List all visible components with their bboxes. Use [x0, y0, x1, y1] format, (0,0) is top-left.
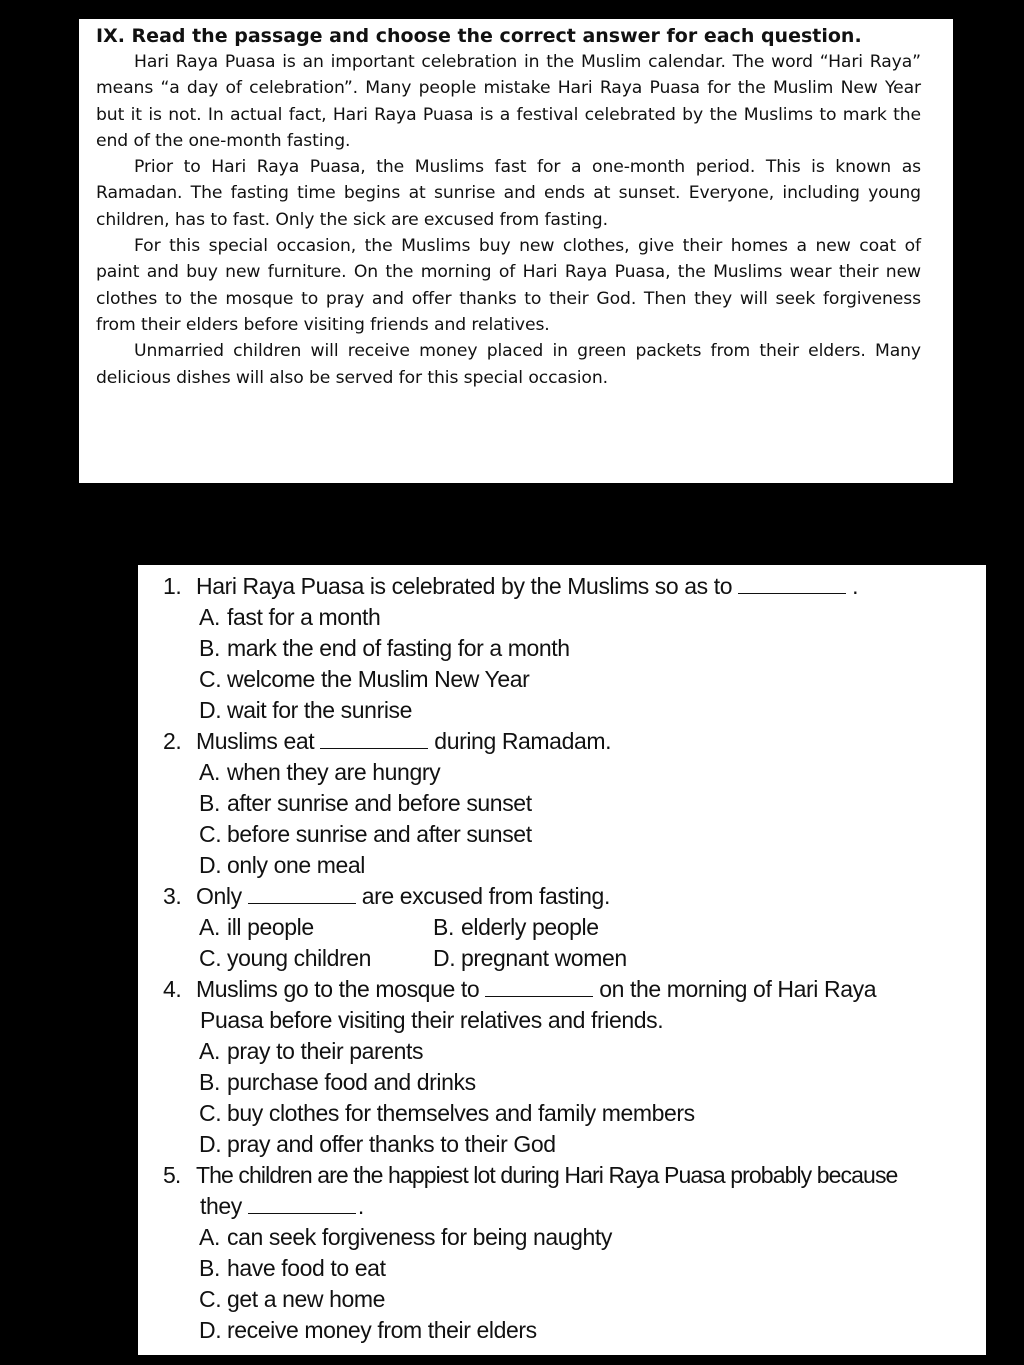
option-text: before sunrise and after sunset	[227, 821, 532, 847]
answer-blank[interactable]	[485, 976, 593, 997]
option-text: when they are hungry	[227, 759, 441, 785]
option-text: young children	[227, 945, 372, 971]
option-row	[163, 943, 986, 974]
question-number: 1.	[163, 573, 182, 599]
option-d[interactable]	[163, 1315, 986, 1346]
option-text: only one meal	[227, 852, 365, 878]
answer-blank[interactable]	[320, 728, 428, 749]
question-text-cont: they	[200, 1193, 242, 1219]
option-text: ill people	[227, 914, 314, 940]
option-b[interactable]	[163, 788, 986, 819]
option-a[interactable]	[163, 757, 986, 788]
option-text: have food to eat	[227, 1255, 386, 1281]
option-text: pray to their parents	[227, 1038, 424, 1064]
option-c[interactable]	[163, 1098, 986, 1129]
question-text: The children are the happiest lot during Hari Raya Puasa probably because	[196, 1162, 898, 1188]
option-letter: C.	[199, 821, 222, 847]
question-1	[163, 571, 986, 602]
option-a[interactable]	[163, 1222, 986, 1253]
option-letter: D.	[199, 697, 222, 723]
question-number: 5.	[163, 1162, 181, 1188]
option-letter: A.	[199, 759, 220, 785]
question-3	[163, 881, 986, 912]
option-d[interactable]	[433, 943, 627, 974]
option-text: wait for the sunrise	[227, 697, 413, 723]
option-letter: A.	[199, 914, 220, 940]
option-letter: C.	[199, 945, 222, 971]
question-text-end: .	[852, 573, 859, 599]
passage-card	[79, 19, 953, 483]
question-4	[163, 974, 986, 1005]
option-text: buy clothes for themselves and family members	[227, 1100, 695, 1126]
question-text: Muslims go to the mosque to	[196, 976, 480, 1002]
option-a[interactable]	[163, 602, 986, 633]
option-c[interactable]	[199, 943, 433, 974]
option-c[interactable]	[163, 664, 986, 695]
question-text-end: during Ramadam.	[434, 728, 612, 754]
option-text: pregnant women	[461, 945, 627, 971]
question-text: Only	[196, 883, 242, 909]
question-number: 2.	[163, 728, 182, 754]
answer-blank[interactable]	[248, 883, 356, 904]
option-text: mark the end of fasting for a month	[227, 635, 570, 661]
option-text: pray and offer thanks to their God	[227, 1131, 556, 1157]
option-b[interactable]	[163, 1253, 986, 1284]
option-letter: B.	[433, 914, 454, 940]
option-text: purchase food and drinks	[227, 1069, 476, 1095]
option-text: receive money from their elders	[227, 1317, 537, 1343]
option-letter: C.	[199, 1100, 222, 1126]
passage-paragraph: Unmarried children will receive money placed in green packets from their elders. Many delicious dishes will also be served for this special occasion.	[96, 341, 921, 388]
option-text: welcome the Muslim New Year	[227, 666, 530, 692]
question-text-end: .	[357, 1193, 364, 1219]
question-text-end: on the morning of Hari Raya	[599, 976, 877, 1002]
option-a[interactable]	[163, 1036, 986, 1067]
question-5	[163, 1160, 986, 1191]
option-row	[163, 912, 986, 943]
option-c[interactable]	[163, 1284, 986, 1315]
option-letter: D.	[199, 1131, 222, 1157]
option-text: fast for a month	[227, 604, 381, 630]
option-d[interactable]	[163, 1129, 986, 1160]
option-letter: A.	[199, 604, 220, 630]
option-letter: C.	[199, 1286, 222, 1312]
question-number: 3.	[163, 883, 182, 909]
option-letter: D.	[199, 852, 222, 878]
passage-paragraph: For this special occasion, the Muslims buy new clothes, give their homes a new coat of paint and buy new furniture. On the morning of Hari Raya Puasa, the Muslims wear their new clothes to the mosque to pray and offer thanks to their God. Then they will seek forgiveness from their elders before visiting friends and relatives.	[96, 236, 921, 335]
question-number: 4.	[163, 976, 182, 1002]
option-text: get a new home	[227, 1286, 386, 1312]
option-d[interactable]	[163, 695, 986, 726]
option-b[interactable]	[163, 633, 986, 664]
passage-paragraph: Hari Raya Puasa is an important celebration in the Muslim calendar. The word “Hari Raya” means “a day of celebration”. Many people mistake Hari Raya Puasa for the Muslim New Year but it is not. In actual fact, Hari Raya Puasa is a festival celebrated by the Muslims to mark the end of the one-month fasting.	[96, 52, 921, 151]
option-letter: B.	[199, 1069, 220, 1095]
option-text: after sunrise and before sunset	[227, 790, 532, 816]
option-letter: D.	[433, 945, 456, 971]
option-c[interactable]	[163, 819, 986, 850]
option-letter: B.	[199, 635, 220, 661]
answer-blank[interactable]	[738, 573, 846, 594]
option-b[interactable]	[163, 1067, 986, 1098]
question-text-end: are excused from fasting.	[361, 883, 610, 909]
option-letter: D.	[199, 1317, 222, 1343]
option-b[interactable]	[433, 912, 599, 943]
option-text: can seek forgiveness for being naughty	[227, 1224, 612, 1250]
option-text: elderly people	[461, 914, 599, 940]
option-letter: A.	[199, 1038, 220, 1064]
question-continuation	[163, 1191, 986, 1222]
option-letter: B.	[199, 790, 220, 816]
option-d[interactable]	[163, 850, 986, 881]
passage-paragraph: Prior to Hari Raya Puasa, the Muslims fast for a one-month period. This is known as Ramadan. The fasting time begins at sunrise and ends at sunset. Everyone, including young children, has to fast. Only the sick are excused from fasting.	[96, 157, 921, 230]
question-continuation: Puasa before visiting their relatives and friends.	[200, 1007, 664, 1033]
questions-card	[138, 565, 986, 1355]
question-text: Muslims eat	[196, 728, 315, 754]
option-letter: C.	[199, 666, 222, 692]
section-heading: IX. Read the passage and choose the correct answer for each question.	[96, 25, 862, 47]
answer-blank[interactable]	[248, 1193, 356, 1214]
option-a[interactable]	[199, 912, 433, 943]
question-2	[163, 726, 986, 757]
question-text: Hari Raya Puasa is celebrated by the Muslims so as to	[196, 573, 733, 599]
option-letter: A.	[199, 1224, 220, 1250]
option-letter: B.	[199, 1255, 220, 1281]
